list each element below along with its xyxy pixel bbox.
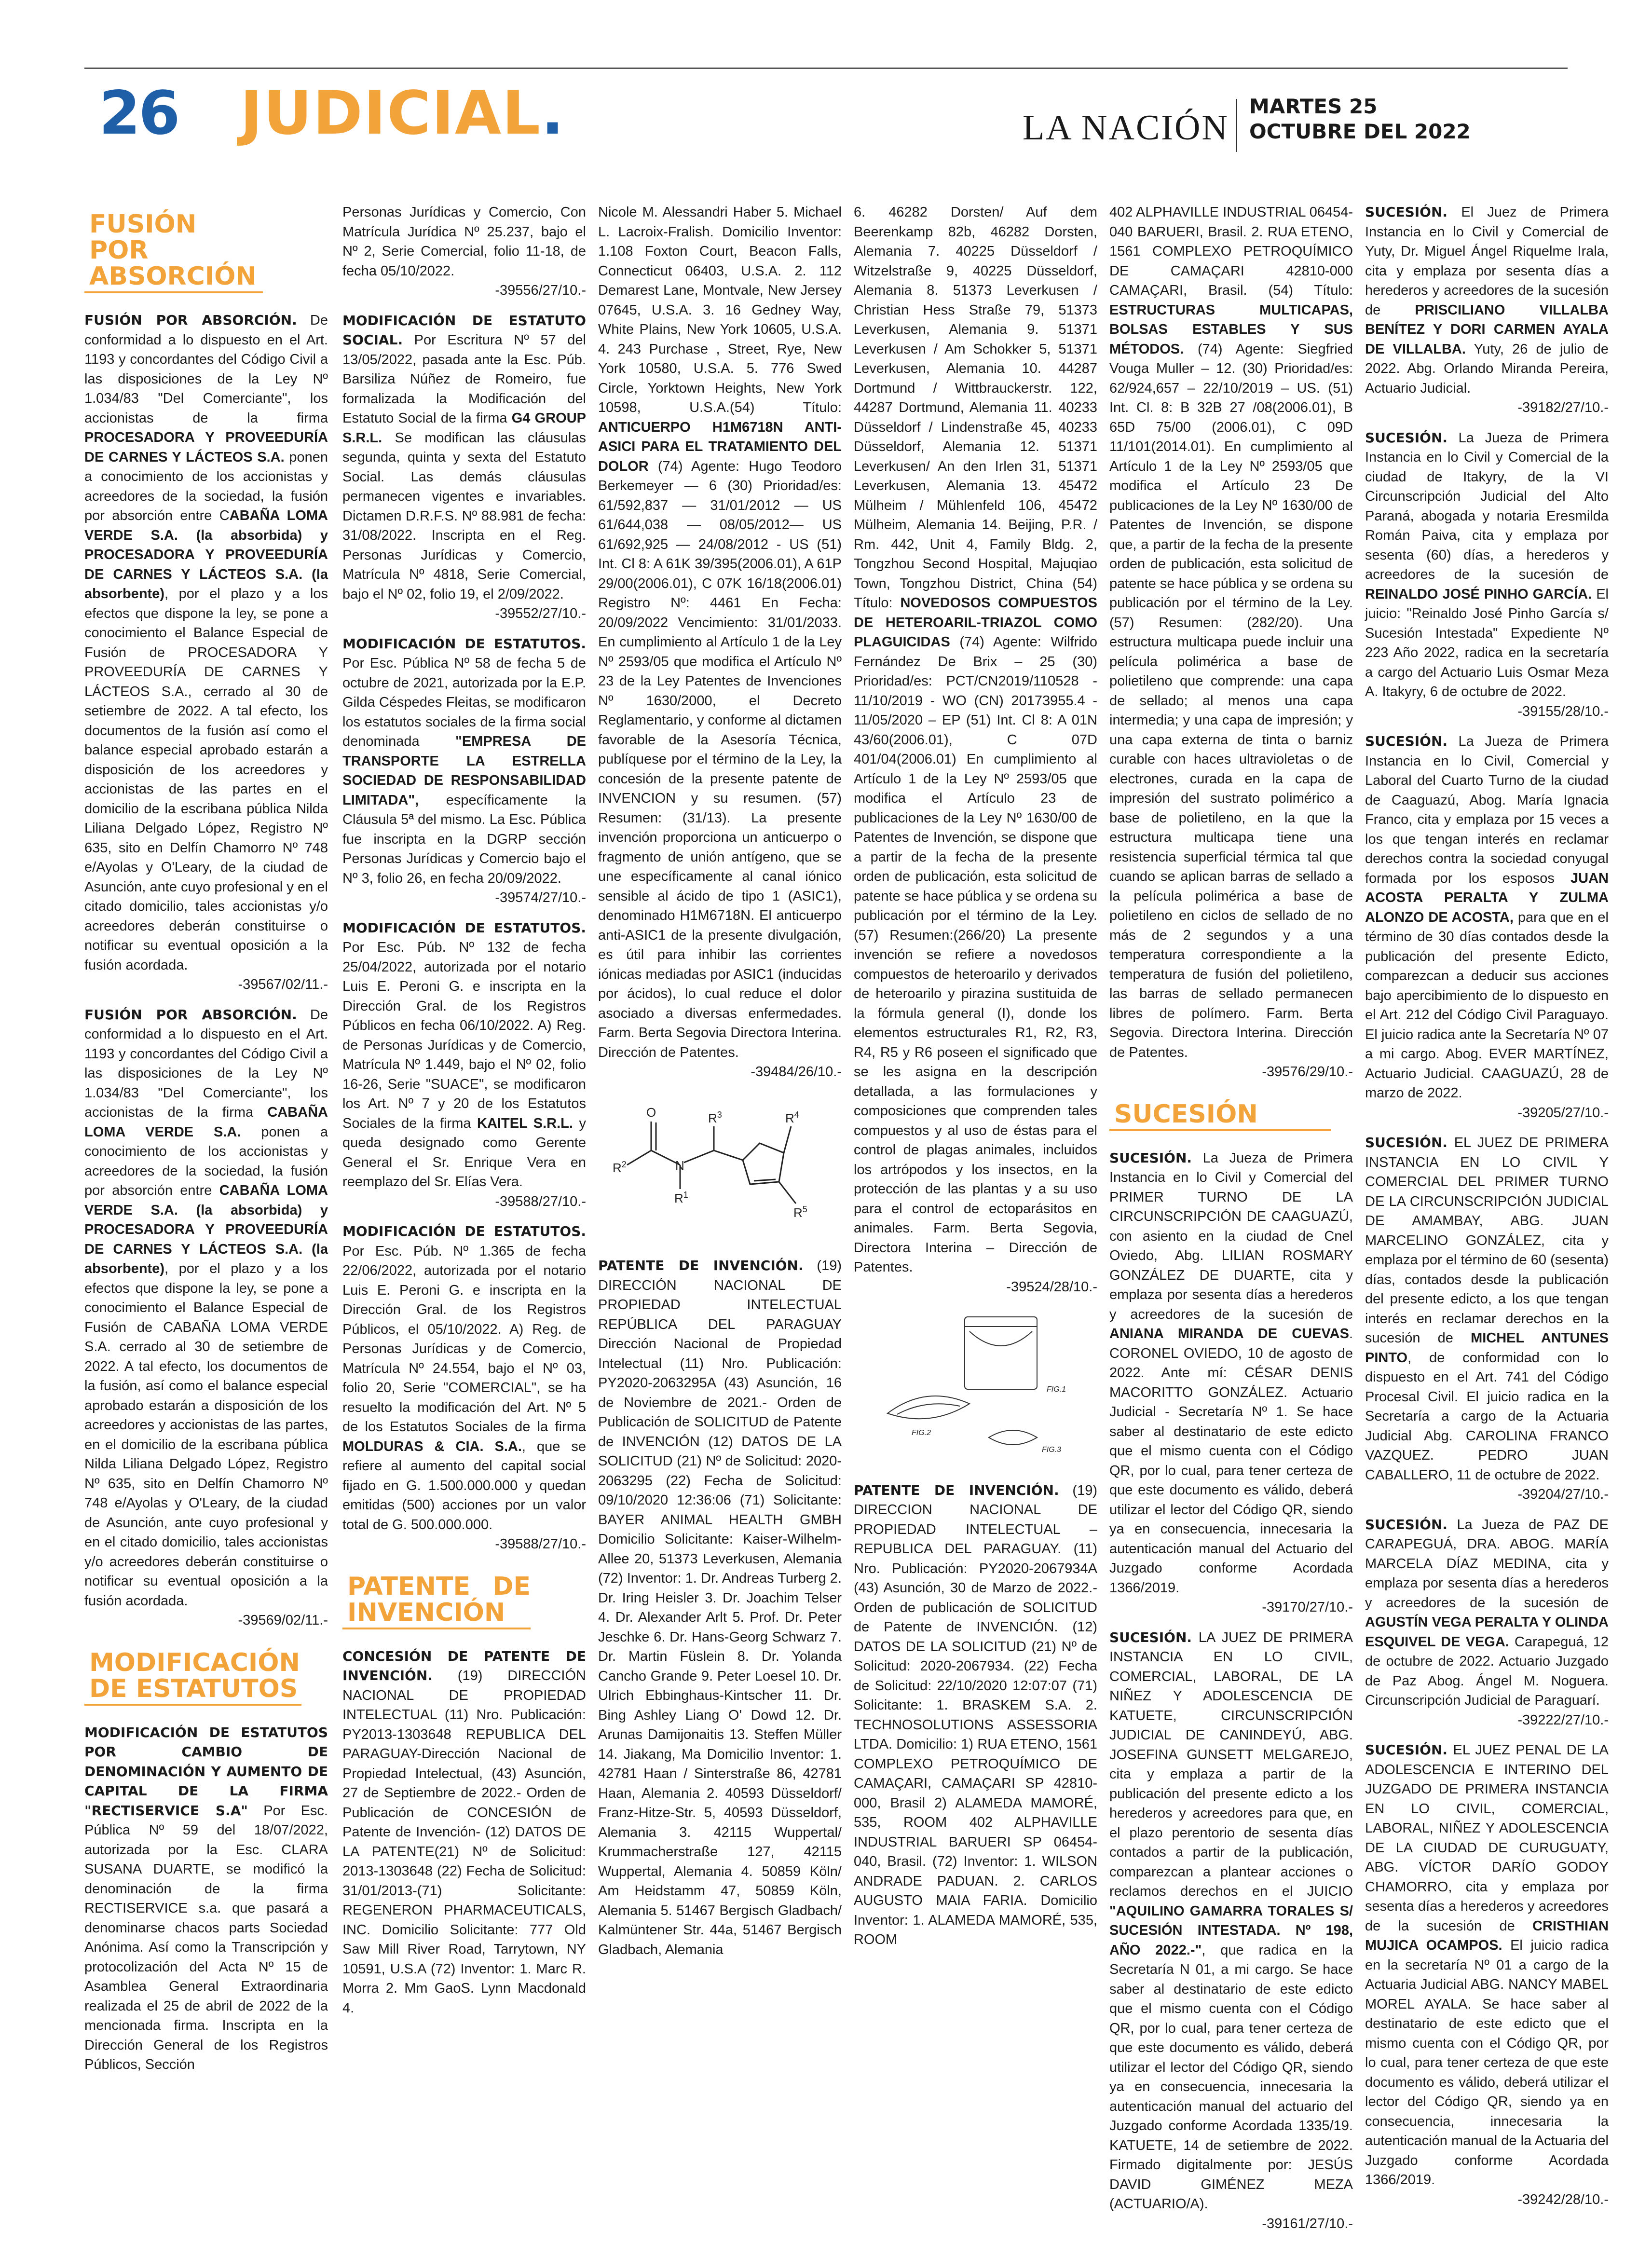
- pouch-patent-drawing: [854, 1307, 1097, 1462]
- page-number: 26: [99, 79, 178, 148]
- section-title-dot: .: [541, 79, 565, 148]
- notice-fusion-2: FUSIÓN POR ABSORCIÓN. De conformidad a lo dispuesto en el Art. 1193 y concordantes del Código Civil a las disposiciones de la Ley Nº 1.034/83 "Del Comerciante", los accionistas de la firma CABAÑA LOMA VERDE S.A. ponen a conocimiento de los accionistas y acreedores de la sociedad, la fusión por absorción entre CABAÑA LOMA VERDE S.A. (la absorbida) y PROCESADORA Y PROVEEDURÍA DE CARNES Y LÁCTEOS S.A. (la absorbente), por el plazo y a los efectos que dispone la ley, se pone a conocimiento el Balance Especial de Fusión de CABAÑA LOMA VERDE S.A. cerrado al 30 de setiembre de 2022. A tal efecto, los documentos de la fusión, así como el balance especial aprobado estarán a disposición de los acreedores y accionistas de las partes, en el domicilio de la escribana pública Nilda Liliana Delgado López, Registro Nº 635, sito en Delfín Chamorro Nº 748 e/Ayolas y O'Leary, de la ciudad de Asunción, ante cuyo profesional y en el citado domicilio, tales accionistas y/o acreedores deberán constituirse o notificar su eventual oposición a la fusión acordada. -39569/02/11.-: [84, 1005, 328, 1630]
- notice-modificacion-5: MODIFICACIÓN DE ESTATUTOS. Por Esc. Púb. Nº 1.365 de fecha 22/06/2022, autorizada por el notario Luis E. Peroni G. e inscripta en la Dirección Gral. de los Registros Públicos, el 05/10/2022. A) Reg. de Personas Jurídicas y de Comercio, Matrícula Nº 24.554, bajo el Nº 03, folio 20, Serie "COMERCIAL", se ha resuelto la modificación del Art. Nº 5 de los Estatutos Sociales de la firma MOLDURAS & CIA. S.A., que se refiere al aumento del capital social fijado en G. 1.500.000.000 y quedan emitidas (500) acciones por un valor total de G. 500.000.000. -39588/27/10.-: [342, 1222, 586, 1554]
- chem-r4: $R^4$: [785, 1109, 799, 1125]
- fig-label-1: FIG.1: [1047, 1385, 1066, 1394]
- fig-label-3: FIG.3: [1042, 1446, 1062, 1454]
- notice-patente-1-cont: Nicole M. Alessandri Haber 5. Michael L. Lacroix-Fralish. Domicilio Inventor: 1.108 Foxton Court, Beacon Falls, Connecticut 06403, U.S.A. 2. 112 Demarest Lane, Montvale, New Jersey 07645, U.S.A. 3. 16 Gedney Way, White Plains, New York 10605, U.S.A. 4. 243 Purchase , Street, Rye, New York 10580, U.S.A. 5. 776 Swed Circle, Yorktown Heights, New York 10598, U.S.A.(54) Título: ANTICUERPO H1M6718N ANTI-ASICI PARA EL TRATAMIENTO DEL DOLOR (74) Agente: Hugo Teodoro Berkemeyer — 6 (30) Prioridad/es: 61/592,837 — 31/01/2012 — US 61/644,038 — 08/05/2012— US 61/692,925 — 24/08/2012 - US (51) Int. Cl 8: A 61K 39/395(2006.01), A 61P 29/00(2006.01), C 07K 16/18(2006.01) Registro Nº: 4461 En Fecha: 20/09/2022 Vencimiento: 31/01/2033. En cumplimiento al Artículo 1 de la Ley Nº 2593/05 que modifica el Artículo Nº 23 de la Ley Patentes de Invenciones Nº 1630/2000, el Decreto Reglamentario, y conforme al dictamen favorable de la Asesoría Técnica, publíquese por el término de la Ley, la concesión de la presente patente de INVENCION y su resumen. (57) Resumen: (31/13). La presente invención proporciona un anticuerpo o fragmento de unión antígeno, que se une específicamente al canal iónico sensible al ácido de tipo 1 (ASIC1), denominado H1M6718N. El anticuerpo anti-ASIC1 de la presente divulgación, es útil para inhibir las corrientes iónicas mediadas por ASIC1 (inducidas por ácidos), lo cual reduce el dolor asociado a diversas enfermedades. Farm. Berta Segovia Directora Interina. Dirección de Patentes. -39484/26/10.-: [598, 203, 842, 1082]
- issue-date: [1249, 94, 1471, 144]
- notice-ref: -39588/27/10.-: [495, 1193, 586, 1209]
- notice-ref: -39484/26/10.-: [751, 1064, 842, 1080]
- notice-modificacion-3: MODIFICACIÓN DE ESTATUTOS. Por Esc. Pública Nº 58 de fecha 5 de octubre de 2021, autorizada por la E.P. Gilda Céspedes Fleitas, se modificaron los estatutos sociales de la firma social denominada "EMPRESA DE TRANSPORTE LA ESTRELLA SOCIEDAD DE RESPONSABILIDAD LIMITADA", específicamente la Cláusula 5ª del mismo. La Esc. Pública fue inscripta en la DGRP sección Personas Jurídicas y Comercio bajo el Nº 3, folio 26, en fecha 20/09/2022. -39574/27/10.-: [342, 634, 586, 908]
- notice-patente-3: PATENTE DE INVENCIÓN. (19) DIRECCION NACIONAL DE PROPIEDAD INTELECTUAL – REPUBLICA DEL PARAGUAY. (11) Nro. Publicación: PY2020-2067934A (43) Asunción, 30 de Marzo de 2022.- Orden de publicación de SOLICITUD de Patente de INVENCIÓN. (12) DATOS DE LA SOLICITUD (21) Nº de Solicitud: 2020-2067934. (22) Fecha de Solicitud: 22/10/2020 12:07:07 (71) Solicitante: 1. BRASKEM S.A. 2. TECHNOSOLUTIONS ASSESSORIA LTDA. Domicilio: 1) RUA ETENO, 1561 COMPLEXO PETROQUÍMICO DE CAMAÇARI, CAMAÇARI SP 42810-000, Brasil 2) ALAMEDA MAMORÉ, 535, ROOM 402 ALPHAVILLE INDUSTRIAL BARUERI SP 06454-040, Brasil. (72) Inventor: 1. WILSON ANDRADE PADUAN. 2. CARLOS AUGUSTO MAIA FARIA. Domicilio Inventor: 1. ALAMEDA MAMORÉ, 535, ROOM: [854, 1482, 1097, 1947]
- section-title-text: JUDICIAL: [240, 79, 542, 148]
- header-rule: [84, 68, 1568, 69]
- chem-r3: $R^3$: [708, 1109, 722, 1125]
- issue-date-month: OCTUBRE DEL 2022: [1249, 120, 1471, 143]
- notice-modificacion-1: MODIFICACIÓN DE ESTATUTOS POR CAMBIO DE DENOMINACIÓN Y AUMENTO DE CAPITAL DE LA FIRMA "RECTISERVICE S.A" Por Esc. Pública Nº 59 del 18/07/2022, autorizada por la Esc. CLARA SUSANA DUARTE, se modificó la denominación de la firma RECTISERVICE s.a. que pasará a denominarse chacos parts Sociedad Anónima. Así como la Transcripción y protocolización del Acta Nº 15 de Asamblea General Extraordinaria realizada el 25 de abril de 2022 de la mencionada firma. Inscripta en la Dirección General de los Registros Públicos, Sección: [84, 1724, 328, 2072]
- notice-sucesion-3: SUCESIÓN. El Juez de Primera Instancia en lo Civil y Comercial de Yuty, Dr. Miguel Ángel Riquelme Irala, cita y emplaza por sesenta días a herederos y acreedores de la sucesión de PRISCILIANO VILLALBA BENÍTEZ Y DORI CARMEN AYALA DE VILLALBA. Yuty, 26 de julio de 2022. Abg. Orlando Miranda Pereira, Actuario Judicial. -39182/27/10.-: [1365, 203, 1609, 418]
- notice-ref: -39204/27/10.-: [1517, 1487, 1609, 1502]
- notice-patente-1: CONCESIÓN DE PATENTE DE INVENCIÓN. (19) DIRECCIÓN NACIONAL DE PROPIEDAD INTELECTUAL (11) Nro. Publicación: PY2013-1303648 REPUBLICA DEL PARAGUAY-Dirección Nacional de Propiedad Intelectual, (43) Asunción, 27 de Septiembre de 2022.- Orden de Publicación de CONCESIÓN de Patente de Invención- (12) DATOS DE LA PATENTE(21) Nº de Solicitud: 2013-1303648 (22) Fecha de Solicitud: 31/01/2013-(71) Solicitante: REGENERON PHARMACEUTICALS, INC. Domicilio Solicitante: 777 Old Saw Mill River Road, Tarrytown, NY 10591, U.S.A (72) Inventor: 1. Marc R. Morra 2. Mm GaoS. Lynn Macdonald 4.: [342, 1648, 586, 2016]
- notice-ref: -39205/27/10.-: [1517, 1105, 1609, 1121]
- notice-ref: -39161/27/10.-: [1262, 2216, 1353, 2231]
- notice-ref: -39182/27/10.-: [1517, 400, 1609, 415]
- section-head-fusion: FUSIÓN POR ABSORCIÓN: [84, 211, 263, 293]
- notice-ref: -39170/27/10.-: [1262, 1600, 1353, 1615]
- notice-ref: -39552/27/10.-: [495, 606, 586, 621]
- chemical-structure-drawing: [598, 1093, 842, 1237]
- header-separator: [1236, 99, 1237, 152]
- notice-sucesion-1: SUCESIÓN. La Jueza de Primera Instancia en lo Civil y Comercial del PRIMER TURNO DE LA CIRCUNSCRIPCIÓN DE CAAGUAZÚ, con asiento en la ciudad de Cnel Oviedo, Abg. LILIAN ROSMARY GONZÁLEZ DE DUARTE, cita y emplaza por sesenta días a herederos y acreedores de la sucesión de ANIANA MIRANDA DE CUEVAS. CORONEL OVIEDO, 10 de agosto de 2022. Ante mí: CÉSAR DENIS MACORITTO GONZÁLEZ. Actuario Judicial - Secretaría Nº 1. Se hace saber al destinatario de este edicto que el mismo cuenta con el Código QR, por lo cual, para tener certeza de que este documento es válido, deberá utilizar el lector del Código QR, siendo ya en consecuencia, innecesaria la autenticación manual del Actuario del Juzgado conforme Acordada 1366/2019. -39170/27/10.-: [1109, 1149, 1353, 1617]
- column-2: [342, 203, 586, 2028]
- notice-ref: -39569/02/11.-: [238, 1613, 328, 1628]
- column-6: [1365, 203, 1609, 2220]
- notice-ref: -39242/28/10.-: [1517, 2191, 1609, 2207]
- notice-modificacion-4: MODIFICACIÓN DE ESTATUTOS. Por Esc. Púb. Nº 132 de fecha 25/04/2022, autorizada por el notario Luis E. Peroni G. e inscripta en la Dirección Gral. de los Registros Públicos en fecha 06/10/2022. A) Reg. de Personas Jurídicas y de Comercio, Matrícula Nº 1.449, bajo el Nº 02, folio 16-26, Serie "SUACE", se modificaron los Art. Nº 7 y 20 de los Estatutos Sociales de la firma KAITEL S.R.L. y queda designado como Gerente General el Sr. Enrique Vera en reemplazo del Sr. Elías Vera. -39588/27/10.-: [342, 918, 586, 1212]
- notice-ref: -39574/27/10.-: [495, 890, 586, 905]
- notice-fusion-1: FUSIÓN POR ABSORCIÓN. De conformidad a lo dispuesto en el Art. 1193 y concordantes del Código Civil a las disposiciones de la Ley Nº 1.034/83 "Del Comerciante", los accionistas de la firma PROCESADORA Y PROVEEDURÍA DE CARNES Y LÁCTEOS S.A. ponen a conocimiento de los accionistas y acreedores de la sociedad, la fusión por absorción entre CABAÑA LOMA VERDE S.A. (la absorbida) y PROCESADORA Y PROVEEDURÍA DE CARNES Y LÁCTEOS S.A. (la absorbente), por el plazo y a los efectos que dispone la ley, se pone a conocimiento el Balance Especial de Fusión de PROCESADORA Y PROVEEDURÍA DE CARNES Y LÁCTEOS S.A., cerrado al 30 de setiembre de 2022. A tal efecto, los documentos de la fusión así como el balance especial aprobado estarán a disposición de los acreedores y accionistas de las partes en el domicilio de la escribana pública Nilda Liliana Delgado López, Registro Nº 635, sito en Delfín Chamorro Nº 748 e/Ayolas y O'Leary, de la ciudad de Asunción, ante cuyo profesional y en el citado domicilio, tales accionistas y/o acreedores deberán constituirse o notificar su eventual oposición a la fusión acordada. -39567/02/11.-: [84, 311, 328, 995]
- notice-sucesion-5: SUCESIÓN. La Jueza de Primera Instancia en lo Civil, Comercial y Laboral del Cuarto Turno de la ciudad de Caaguazú, Abog. María Ignacia Franco, cita y emplaza por 15 veces a los que tengan interés en reclamar derechos contra la sociedad conyugal formada por los esposos JUAN ACOSTA PERALTA Y ZULMA ALONZO DE ACOSTA, para que en el término de 30 días contados desde la publicación del presente Edicto, comparezcan a deducir sus acciones bajo apercibimiento de lo dispuesto en el Art. 212 del Código Civil Paraguayo. El juicio radica ante la Secretaría Nº 07 a mi cargo. Abog. EVER MARTÍNEZ, Actuario Judicial. CAAGUAZÚ, 28 de marzo de 2022. -39205/27/10.-: [1365, 732, 1609, 1122]
- chemical-structure-figure: [598, 1093, 842, 1243]
- section-title: [240, 77, 565, 150]
- section-head-patente: PATENTE DE INVENCIÓN: [342, 1574, 531, 1629]
- notice-sucesion-7: SUCESIÓN. La Jueza de PAZ DE CARAPEGUÁ, DRA. ABOG. MARÍA MARCELA DÍAZ MEDINA, cita y emplaza por sesenta días a herederos y acreedores de la sucesión de AGUSTÍN VEGA PERALTA Y OLINDA ESQUIVEL DE VEGA. Carapeguá, 12 de octubre de 2022. Actuario Juzgado de Paz Abog. Ángel M. Noguera. Circunscripción Judicial de Paraguarí. -39222/27/10.-: [1365, 1515, 1609, 1730]
- chem-atom-o: O: [646, 1105, 656, 1120]
- notice-modificacion-2: MODIFICACIÓN DE ESTATUTO SOCIAL. Por Escritura Nº 57 del 13/05/2022, pasada ante la Esc. Púb. Barsiliza Núñez de Romeiro, fue formalizada la Modificación del Estatuto Social de la firma G4 GROUP S.R.L. Se modifican las cláusulas segunda, quinta y sexta del Estatuto Social. Las demás cláusulas permanecen vigentes e invariables. Dictamen D.R.F.S. Nº 88.981 de fecha: 31/08/2022. Inscripta en el Reg. Personas Jurídicas y Comercio, Matrícula Nº 4818, Serie Comercial, bajo el Nº 02, folio 19, el 2/09/2022. -39552/27/10.-: [342, 311, 586, 624]
- newspaper-logo: LA NACIÓN: [1023, 108, 1229, 148]
- fig-label-2: FIG.2: [912, 1429, 931, 1437]
- notice-sucesion-6: SUCESIÓN. EL JUEZ DE PRIMERA INSTANCIA EN LO CIVIL Y COMERCIAL DEL PRIMER TURNO DE LA CIRCUNSCRIPCIÓN JUDICIAL DE AMAMBAY, ABG. JUAN MARCELINO GONZÁLEZ, cita y emplaza por el término de 60 (sesenta) días, contados desde la publicación del presente edicto, a los que tengan interés en reclamar derechos en la sucesión de MICHEL ANTUNES PINTO, de conformidad con lo dispuesto en el Art. 741 del Código Procesal Civil. El juicio radica en la Secretaría a cargo de la Actuaria Judicial Abg. CAROLINA FRANCO VAZQUEZ. PEDRO JUAN CABALLERO, 11 de octubre de 2022. -39204/27/10.-: [1365, 1133, 1609, 1505]
- column-3: [598, 203, 842, 1970]
- notice-ref: -39556/27/10.-: [495, 283, 586, 298]
- notice-modificacion-1-cont: Personas Jurídicas y Comercio, Con Matrícula Jurídica Nº 25.237, bajo el Nº 2, Serie Comercial, folio 11-18, de fecha 05/10/2022. -39556/27/10.-: [342, 203, 586, 301]
- notice-ref: -39576/29/10.-: [1262, 1064, 1353, 1080]
- column-1: [84, 203, 328, 2085]
- notice-ref: -39155/28/10.-: [1517, 703, 1609, 719]
- notice-ref: -39222/27/10.-: [1517, 1712, 1609, 1728]
- notice-ref: -39524/28/10.-: [1006, 1279, 1097, 1295]
- section-head-sucesion: SUCESIÓN: [1109, 1101, 1331, 1131]
- pouch-patent-figure: [854, 1307, 1097, 1467]
- notice-sucesion-2: SUCESIÓN. LA JUEZ DE PRIMERA INSTANCIA EN LO CIVIL, COMERCIAL, LABORAL, DE LA NIÑEZ Y ADOLESCENCIA DE KATUETE, CIRCUNSCRIPCIÓN JUDICIAL DE CANINDEYÚ, ABG. JOSEFINA GUNSETT MELGAREJO, cita y emplaza a partir de la publicación del presente edicto a los herederos y acreedores para que, en el plazo perentorio de sesenta días contados a partir de la publicación, comparezcan a plantear acciones o reclamos derechos en el JUICIO "AQUILINO GAMARRA TORALES S/ SUCESIÓN INTESTADA. Nº 198, AÑO 2022.-", que radica en la Secretaría N 01, a mi cargo. Se hace saber al destinatario de este edicto que el mismo cuenta con el Código QR, por lo cual, para tener certeza de que este documento es válido, deberá utilizar el lector del Código QR, siendo ya en consecuencia, innecesaria la autenticación manual del actuario del Juzgado conforme Acordada 1335/19. KATUETE, 14 de setiembre de 2022. Firmado digitalmente por: JESÚS DAVID GIMÉNEZ MEZA (ACTUARIO/A). -39161/27/10.-: [1109, 1628, 1353, 2234]
- notice-patente-2: PATENTE DE INVENCIÓN. (19) DIRECCIÓN NACIONAL DE PROPIEDAD INTELECTUAL REPÚBLICA DEL PARAGUAY Dirección Nacional de Propiedad Intelectual (11) Nro. Publicación: PY2020-2063295A (43) Asunción, 16 de Noviembre de 2021.- Orden de Publicación de SOLICITUD de Patente de INVENCIÓN (12) DATOS DE LA SOLICITUD (21) Nº de Solicitud: 2020-2063295 (22) Fecha de Solicitud: 09/10/2020 12:36:06 (71) Solicitante: BAYER ANIMAL HEALTH GMBH Domicilio Solicitante: Kaiser-Wilhelm-Allee 20, 51373 Leverkusen, Alemania (72) Inventor: 1. Dr. Andreas Turberg 2. Dr. Iring Heisler 3. Dr. Joachim Telser 4. Dr. Alexander Arlt 5. Prof. Dr. Peter Jeschke 6. Dr. Hans-Georg Schwarz 7. Dr. Martin Füslein 8. Dr. Yolanda Cancho Grande 9. Peter Loesel 10. Dr. Ulrich Ebbinghaus-Kintscher 11. Dr. Bing Ashley Liang O' Dowd 12. Dr. Arunas Damijonaitis 13. Steffen Müller 14. Jiakang, Ma Domicilio Inventor: 1. 42781 Haan / Sinterstraße 86, 42781 Haan, Alemania 2. 40593 Düsseldorf/ Franz-Hitze-Str. 5, 40593 Düsseldorf, Alemania 3. 42115 Wuppertal/ Krummacherstraße 127, 42115 Wuppertal, Alemania 4. 50859 Köln/ Am Heidstamm 47, 50859 Köln, Alemania 5. 51467 Bergisch Gladbach/ Kalmüntener Str. 44a, 51467 Bergisch Gladbach, Alemania: [598, 1258, 842, 1957]
- notice-sucesion-4: SUCESIÓN. La Jueza de Primera Instancia en lo Civil y Comercial de la ciudad de Itakyry, de la VI Circunscripción Judicial del Alto Paraná, abogada y notaria Eresmilda Román Paiva, cita y emplaza por sesenta (60) días, a herederos y acreedores de la sucesión de REINALDO JOSÉ PINHO GARCÍA. El juicio: "Reinaldo José Pinho García s/ Sucesión Intestada" Expediente Nº 223 Año 2022, radica en la secretaría a cargo del Actuario Luis Osmar Meza A. Itakyry, 6 de octubre de 2022. -39155/28/10.-: [1365, 428, 1609, 722]
- notice-patente-3-cont: 402 ALPHAVILLE INDUSTRIAL 06454-040 BARUERI, Brasil. 2. RUA ETENO, 1561 COMPLEXO PETROQUÍMICO DE CAMAÇARI 42810-000 CAMAÇARI, Brasil. (54) Título: ESTRUCTURAS MULTICAPAS, BOLSAS ESTABLES Y SUS MÉTODOS. (74) Agente: Siegfried Vouga Muller – 12. (30) Prioridad/es: 62/924,657 – 22/10/2019 – US. (51) Int. Cl. 8: B 32B 27 /08(2006.01), B 65D 75/00 (2006.01), C 09D 11/101(2014.01). En cumplimiento al Artículo 1 de la Ley Nº 2593/05 que modifica el Artículo 23 De publicaciones de la Ley Nº 1630/00 de Patentes de Invención, se dispone que, a partir de la fecha de la presente orden de publicación, esta solicitud de patente se hace pública y se ordena su publicación por el término de la Ley. (57) Resumen: (282/20). Una estructura multicapa puede incluir una película polimérica a base de polietileno que comprende: una capa de sellado; al menos una capa intermedia; y una capa de impresión; y una capa externa de tinta o barniz curable con haces ultravioletas o de electrones, curada en la capa de impresión del sustrato polimérico a base de polietileno, en la que la estructura multicapa tiene una resistencia superficial térmica tal que cuando se aplican barras de sellado a la película polimérica a base de polietileno en ciclos de sellado de no más de 2 segundos y a una temperatura correspondiente a la temperatura de fusión del polietileno, las barras de sellado permanecen libres de polímero. Farm. Berta Segovia. Directora Interina. Dirección de Patentes. -39576/29/10.-: [1109, 203, 1353, 1082]
- chem-r1: $R^1$: [674, 1190, 688, 1205]
- section-head-modificacion: MODIFICACIÓN DE ESTATUTOS: [84, 1650, 301, 1706]
- notice-ref: -39567/02/11.-: [238, 977, 328, 992]
- chem-atom-n1: N: [675, 1158, 684, 1173]
- issue-date-day: MARTES 25: [1249, 95, 1378, 118]
- notice-sucesion-8: SUCESIÓN. EL JUEZ PENAL DE LA ADOLESCENCIA E INTERINO DEL JUZGADO DE PRIMERA INSTANCIA EN LO CIVIL, COMERCIAL, LABORAL, NIÑEZ Y ADOLESCENCIA DE LA CIUDAD DE CURUGUATY, ABG. VÍCTOR DARÍO GODOY CHAMORRO, cita y emplaza por sesenta días a herederos y acreedores de la sucesión de CRISTHIAN MUJICA OCAMPOS. El juicio radica en la secretaría Nº 01 a cargo de la Actuaria Judicial ABG. NANCY MABEL MOREL AYALA. Se hace saber al destinatario de este edicto que el mismo cuenta con el Código QR, por lo cual, para tener certeza de que este documento es válido, deberá utilizar el lector del Código QR, siendo ya en consecuencia, innecesaria la autenticación manual de la Actuaria del Juzgado conforme Acordada 1366/2019. -39242/28/10.-: [1365, 1740, 1609, 2209]
- notice-ref: -39588/27/10.-: [495, 1536, 586, 1552]
- column-4: [854, 203, 1097, 1960]
- column-5: [1109, 203, 1353, 2244]
- chem-r5: $R^5$: [793, 1204, 807, 1220]
- notice-patente-2-cont: 6. 46282 Dorsten/ Auf dem Beerenkamp 82b, 46282 Dorsten, Alemania 7. 40225 Düsseldorf / Witzelstraße 9, 40225 Düsseldorf, Alemania 8. 51373 Leverkusen / Christian Hess Straße 79, 51373 Leverkusen, Alemania 9. 51371 Leverkusen / Am Schokker 5, 51371 Leverkusen, Alemania 10. 44287 Dortmund / Wittbrauckerstr. 122, 44287 Dortmund, Alemania 11. 40233 Düsseldorf / Lindenstraße 45, 40233 Düsseldorf, Alemania 12. 51371 Leverkusen/ An den Irlen 31, 51371 Leverkusen, Alemania 13. 45472 Mülheim / Mühlenfeld 106, 45472 Mülheim, Alemania 14. Beijing, P.R. / Rm. 442, Unit 4, Family Bldg. 2, Tongzhou Second Hospital, Majuqiao Town, Tongzhou District, China (54) Título: NOVEDOSOS COMPUESTOS DE HETEROARIL-TRIAZOL COMO PLAGUICIDAS (74) Agente: Wilfrido Fernández De Brix – 25 (30) Prioridad/es: PCT/CN2019/110528 - 11/10/2019 - WO (CN) 20173955.4 - 11/05/2020 – EP (51) Int. Cl 8: A 01N 43/60(2006.01), C 07D 401/04(2006.01) En cumplimiento al Artículo 1 de la Ley Nº 2593/05 que modifica el Artículo 23 de publicaciones de la Ley Nº 1630/00 de Patentes de Invención, se dispone que a partir de la fecha de la presente orden de publicación, esta solicitud de patente se hace pública y se ordena su publicación por el término de la Ley. (57) Resumen:(266/20) La presente invención se refiere a novedosos compuestos de heteroarilo y derivados de heteroarilo y pirazina sustituida de la fórmula general (I), donde los elementos estructurales R1, R2, R3, R4, R5 y R6 poseen el significado que se les asigna en la descripción detallada, a las formulaciones y composiciones que comprenden tales compuestos y al uso de éstas para el control de plagas animales, incluidos los artrópodos y los insectos, en la protección de las plantas y a su uso para el control de ectoparásitos en animales. Farm. Berta Segovia, Directora Interina – Dirección de Patentes. -39524/28/10.-: [854, 203, 1097, 1297]
- chem-r2: $R^2$: [613, 1159, 627, 1175]
